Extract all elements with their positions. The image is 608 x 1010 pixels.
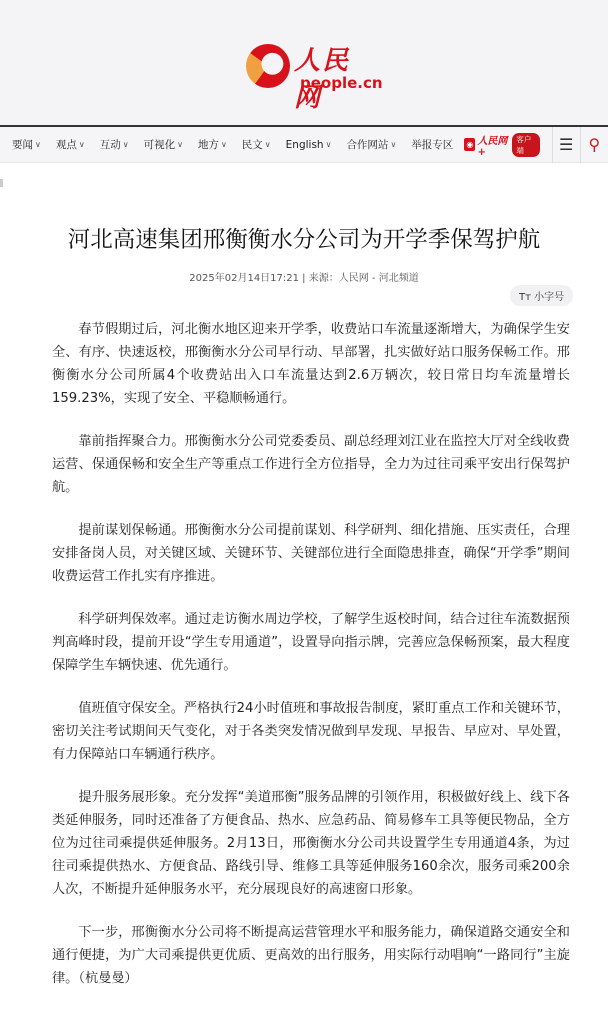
nav-item-label: 民文 xyxy=(241,139,263,151)
article-paragraph: 科学研判保效率。通过走访衡水周边学校，了解学生返校时间，结合过往车流数据预判高峰时段，提前开设“学生专用通道”，设置导向指示牌，完善应急保畅预案，最大程度保障学生车辆快速、优先通行。 xyxy=(52,612,570,673)
logo-text-en: people.cn xyxy=(300,74,383,92)
side-marker xyxy=(0,179,3,187)
article-body xyxy=(52,318,570,1010)
chevron-down-icon: ∨ xyxy=(264,140,271,149)
font-size-label: 小字号 xyxy=(534,292,565,303)
nav-report[interactable]: 举报专区 xyxy=(411,139,454,151)
logo-text-cn: 人民网 xyxy=(294,46,351,113)
search-icon[interactable]: ⚲ xyxy=(580,127,608,163)
article-paragraph: 提前谋划保畅通。邢衡衡水分公司提前谋划、科学研判、细化措施、压实责任，合理安排备岗人员，对关键区域、关键环节、关键部位进行全面隐患排查，确保“开学季”期间收费运营工作扎实有序推进。 xyxy=(52,523,570,584)
hamburger-icon[interactable]: ☰ xyxy=(552,127,580,163)
chevron-down-icon: ∨ xyxy=(122,140,129,149)
nav-item[interactable] xyxy=(242,137,271,152)
font-size-toggle[interactable] xyxy=(510,285,573,306)
chevron-down-icon: ∨ xyxy=(220,140,227,149)
people-cn-logo[interactable] xyxy=(246,40,383,113)
article-meta: 2025年02月14日17:21 | 来源：人民网 - 河北频道 xyxy=(189,273,419,284)
article-title: 河北高速集团邢衡衡水分公司为开学季保驾护航 xyxy=(67,227,541,253)
app-logo-icon: ◉ xyxy=(464,138,475,151)
chevron-down-icon: ∨ xyxy=(390,140,397,149)
article-paragraph: 值班值守保安全。严格执行24小时值班和事故报告制度，紧盯重点工作和关键环节，密切关注考试期间天气变化，对于各类突发情况做到早发现、早报告、早应对、早处置，有力保障站口车辆通行秩序。 xyxy=(52,701,570,762)
article-paragraph: 春节假期过后，河北衡水地区迎来开学季，收费站口车流量逐渐增大，为确保学生安全、有序、快速返校，邢衡衡水分公司早行动、早部署，扎实做好站口服务保畅工作。邢衡衡水分公司所属4个收费站出入口车流量达到2.6万辆次，较日常日均车流量增长159.23%，实现了安全、平稳顺畅通行。 xyxy=(52,322,570,406)
nav-item-label: English xyxy=(285,138,324,151)
chevron-down-icon: ∨ xyxy=(78,140,85,149)
nav-item[interactable] xyxy=(286,139,332,151)
nav-item-label: 互动 xyxy=(99,139,121,151)
article-paragraph: 下一步，邢衡衡水分公司将不断提高运营管理水平和服务能力，确保道路交通安全和通行便捷，为广大司乘提供更优质、更高效的出行服务，用实际行动唱响“一路同行”主旋律。（杭曼曼） xyxy=(52,925,570,986)
app-badge: 客户端 xyxy=(512,133,539,157)
nav-item[interactable] xyxy=(12,137,41,152)
app-download-link[interactable] xyxy=(464,132,539,158)
nav-item[interactable] xyxy=(56,137,85,152)
nav-item[interactable] xyxy=(198,137,227,152)
nav-item-label: 合作网站 xyxy=(346,139,389,151)
chevron-down-icon: ∨ xyxy=(177,140,183,149)
nav-item-label: 可视化 xyxy=(143,139,176,151)
nav-item[interactable] xyxy=(100,137,129,152)
article-paragraph: 提升服务展形象。充分发挥“美道邢衡”服务品牌的引领作用，积极做好线上、线下各类延伸服务，同时还准备了方便食品、热水、应急药品、简易修车工具等便民物品，全方位为过往司乘提供延伸服务。2月13日，邢衡衡水分公司共设置学生专用通道4条，为过往司乘提供热水、方便食品、路线引导、维修工具等延伸服务160余次，服务司乘200余人次，不断提升延伸服务水平，充分展现良好的高速窗口形象。 xyxy=(52,790,570,897)
app-name: 人民网+ xyxy=(477,135,508,158)
font-size-icon: Tт xyxy=(519,292,531,303)
nav-item[interactable] xyxy=(346,137,396,152)
main-nav xyxy=(0,127,608,163)
nav-item-label: 观点 xyxy=(55,139,77,151)
chevron-down-icon: ∨ xyxy=(325,140,332,149)
site-header xyxy=(0,0,608,127)
chevron-down-icon: ∨ xyxy=(35,140,41,149)
nav-item[interactable] xyxy=(144,137,183,152)
article-paragraph: 靠前指挥聚合力。邢衡衡水分公司党委委员、副总经理刘江业在监控大厅对全线收费运营、保通保畅和安全生产等重点工作进行全方位指导，全力为过往司乘平安出行保驾护航。 xyxy=(52,434,570,495)
logo-mark-icon xyxy=(246,44,290,88)
nav-item-label: 地方 xyxy=(197,139,219,151)
nav-item-label: 要闻 xyxy=(12,139,33,151)
